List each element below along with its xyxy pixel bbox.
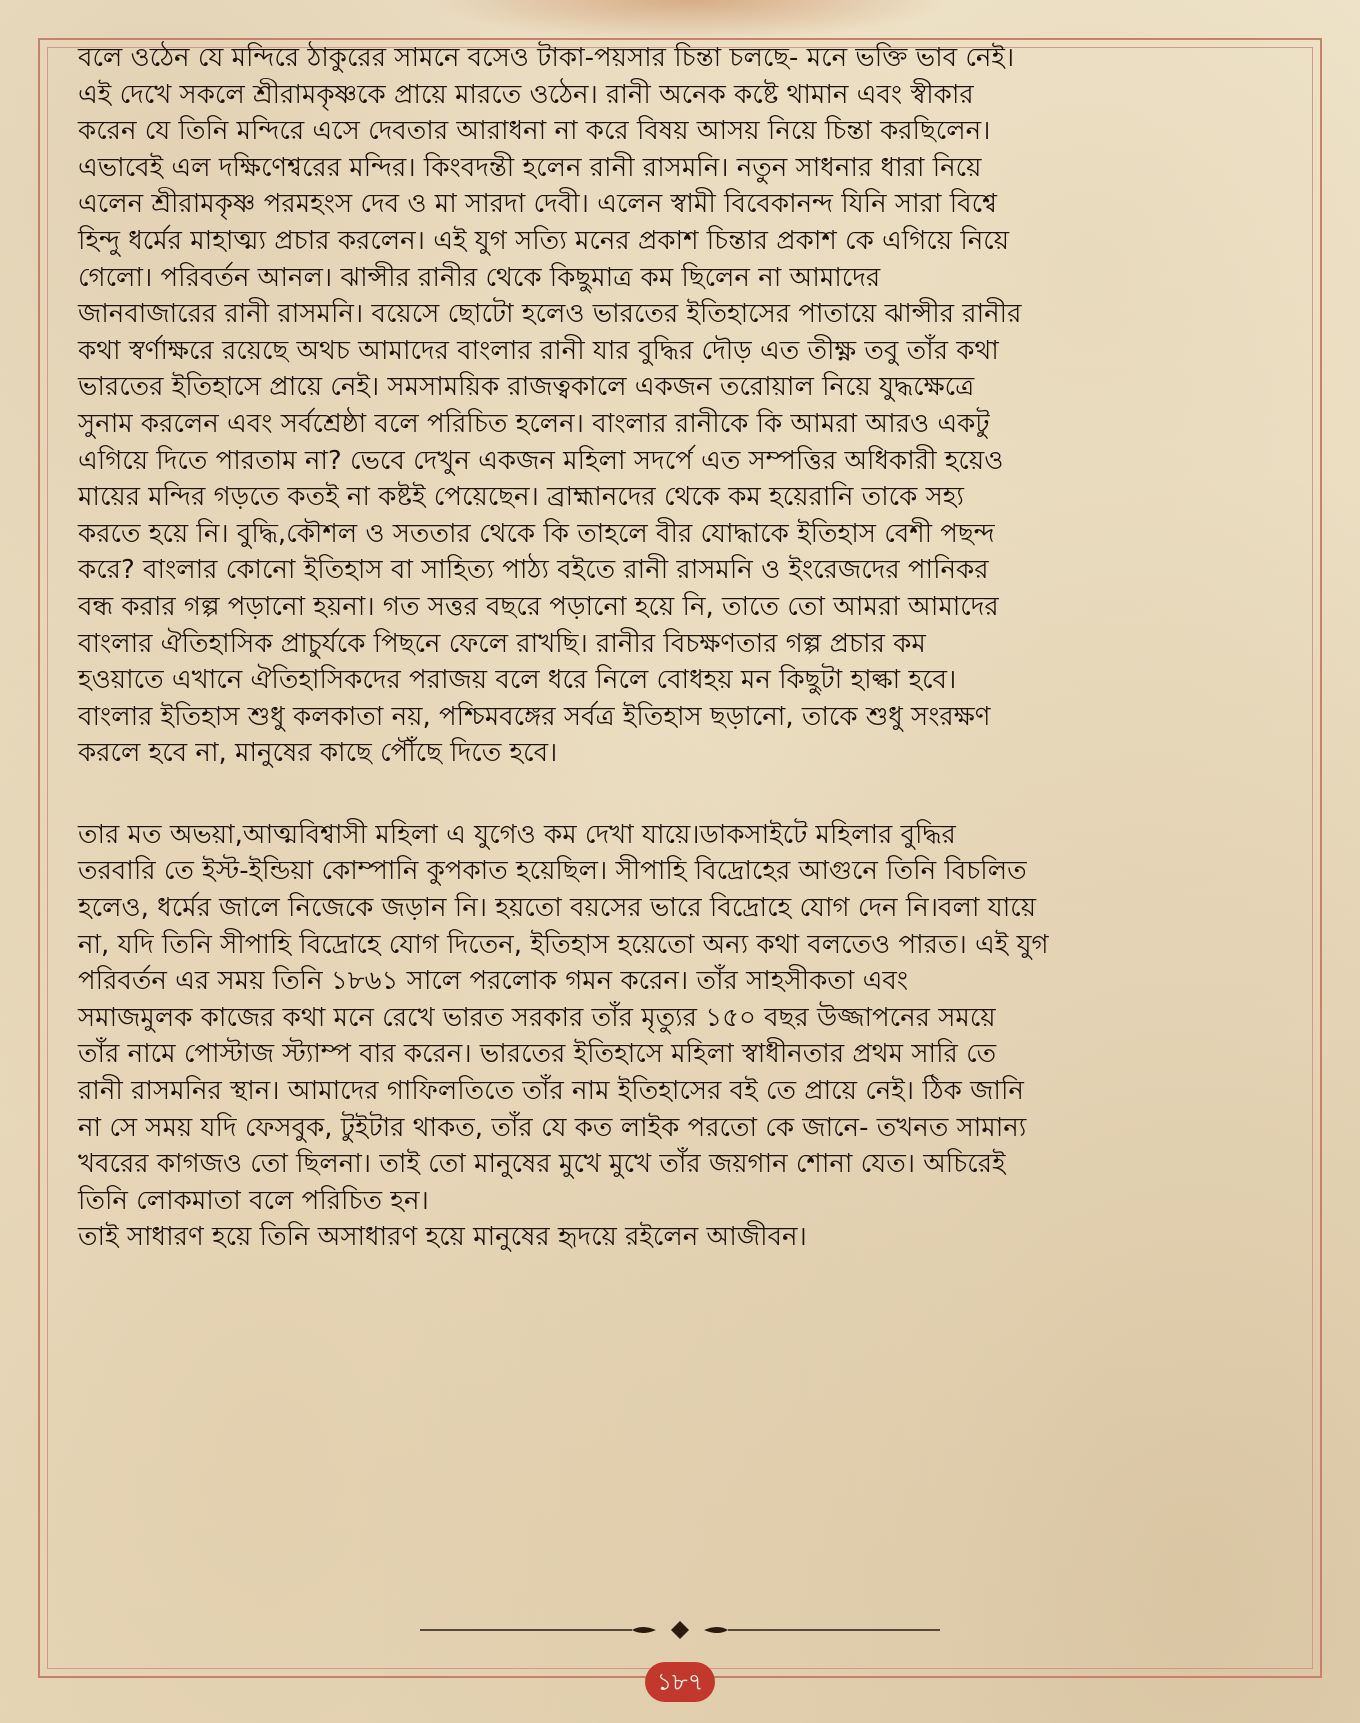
text-line: করে? বাংলার কোনো ইতিহাস বা সাহিত্য পাঠ্য বইতে রানী রাসমনি ও ইংরেজদের পানিকর (78, 555, 989, 586)
text-line: এভাবেই এল দক্ষিণেশ্বরের মন্দির। কিংবদন্তী হলেন রানী রাসমনি। নতুন সাধনার ধারা নিয়ে (78, 152, 982, 183)
text-line: বন্ধ করার গল্প পড়ানো হয়না। গত সত্তর বছরে পড়ানো হয়ে নি, তাতে তো আমরা আমাদের (78, 591, 999, 622)
paragraph-gap (78, 772, 1302, 817)
text-line: সমাজমুলক কাজের কথা মনে রেখে ভারত সরকার তাঁর মৃত্যুর ১৫০ বছর উজ্জাপনের সময়ে (78, 1002, 996, 1033)
text-line: তাই সাধারণ হয়ে তিনি অসাধারণ হয়ে মানুষের হৃদয়ে রইলেন আজীবন। (78, 1222, 807, 1253)
text-line: বলে ওঠেন যে মন্দিরে ঠাকুরের সামনে বসেও টাকা-পয়সার চিন্তা চলছে- মনে ভক্তি ভাব নেই। (78, 43, 1015, 73)
article-body (78, 40, 1302, 1256)
text-line: পরিবর্তন এর সময় তিনি ১৮৬১ সালে পরলোক গমন করেন। তাঁর সাহসীকতা এবং (78, 966, 909, 997)
text-line: মায়ের মন্দির গড়তে কতই না কষ্টই পেয়েছেন। ব্রাহ্মানদের থেকে কম হয়েরানি তাকে সহ্য (78, 482, 964, 513)
page-number: ১৮৭ (656, 1668, 704, 1696)
text-line: এগিয়ে দিতে পারতাম না? ভেবে দেখুন একজন মহিলা সদর্পে এত সম্পত্তির অধিকারী হয়েও (78, 445, 1004, 476)
text-line: তার মত অভয়া,আত্মবিশ্বাসী মহিলা এ যুগেও কম দেখা যায়ে।ডাকসাইটে মহিলার বুদ্ধির (78, 819, 956, 850)
divider-flourish-right (704, 1627, 728, 1633)
text-line: হিন্দু ধর্মের মাহাত্ম্য প্রচার করলেন। এই যুগ সত্যি মনের প্রকাশ চিন্তার প্রকাশ কে এগিয়ে নিয়ে (78, 225, 1010, 256)
text-line: সুনাম করলেন এবং সর্বশ্রেষ্ঠা বলে পরিচিত হলেন। বাংলার রানীকে কি আমরা আরও একটু (78, 408, 990, 439)
text-line: কথা স্বর্ণাক্ষরে রয়েছে অথচ আমাদের বাংলার রানী যার বুদ্ধির দৌড় এত তীক্ষ্ণ তবু তাঁর কথা (78, 335, 999, 366)
text-line: করেন যে তিনি মন্দিরে এসে দেবতার আরাধনা না করে বিষয় আসয় নিয়ে চিন্তা করছিলেন। (78, 116, 991, 147)
text-line: তাঁর নামে পোস্টাজ স্ট্যাম্প বার করেন। ভারতের ইতিহাসে মহিলা স্বাধীনতার প্রথম সারি তে (78, 1039, 997, 1070)
text-line: করলে হবে না, মানুষের কাছে পৌঁছে দিতে হবে। (78, 738, 558, 769)
page-number-badge (645, 1662, 715, 1702)
text-line: খবরের কাগজও তো ছিলনা। তাই তো মানুষের মুখে মুখে তাঁর জয়গান শোনা যেত। অচিরেই (78, 1149, 1006, 1180)
text-line: করতে হয়ে নি। বুদ্ধি,কৌশল ও সততার থেকে কি তাহলে বীর যোদ্ধাকে ইতিহাস বেশী পছন্দ (78, 518, 995, 549)
text-line: বাংলার ঐতিহাসিক প্রাচুর্যকে পিছনে ফেলে রাখছি। রানীর বিচক্ষণতার গল্প প্রচার কম (78, 628, 926, 659)
paper-stain (430, 0, 950, 40)
text-line: হলেও, ধর্মের জালে নিজেকে জড়ান নি। হয়তো বয়সের ভারে বিদ্রোহে যোগ দেন নি।বলা যায়ে (78, 893, 1037, 924)
paragraph-2 (78, 817, 1302, 1256)
text-line: জানবাজারের রানী রাসমনি। বয়েসে ছোটো হলেও ভারতের ইতিহাসের পাতায়ে ঝান্সীর রানীর (78, 299, 1022, 330)
divider-ornament (420, 1620, 940, 1640)
text-line: এই দেখে সকলে শ্রীরামকৃষ্ণকে প্রায়ে মারতে ওঠেন। রানী অনেক কষ্টে থামান এবং স্বীকার (78, 79, 974, 110)
text-line: গেলো। পরিবর্তন আনল। ঝান্সীর রানীর থেকে কিছুমাত্র কম ছিলেন না আমাদের (78, 262, 881, 293)
text-line: তরবারি তে ইস্ট-ইন্ডিয়া কোম্পানি কুপকাত হয়েছিল। সীপাহি বিদ্রোহের আগুনে তিনি বিচলিত (78, 856, 1027, 887)
text-line: না সে সময় যদি ফেসবুক, টুইটার থাকত, তাঁর যে কত লাইক পরতো কে জানে- তখনত সামান্য (78, 1112, 1027, 1143)
divider-diamond (671, 1621, 689, 1639)
text-line: বাংলার ইতিহাস শুধু কলকাতা নয়, পশ্চিমবঙ্গের সর্বত্র ইতিহাস ছড়ানো, তাকে শুধু সংরক্ষণ (78, 701, 991, 732)
text-line: এলেন শ্রীরামকৃষ্ণ পরমহংস দেব ও মা সারদা দেবী। এলেন স্বামী বিবেকানন্দ যিনি সারা বিশ্বে (78, 189, 997, 220)
text-line: ভারতের ইতিহাসে প্রায়ে নেই। সমসাময়িক রাজত্বকালে একজন তরোয়াল নিয়ে যুদ্ধক্ষেত্রে (78, 372, 975, 403)
text-line: তিনি লোকমাতা বলে পরিচিত হন। (78, 1185, 429, 1216)
paragraph-1 (78, 40, 1302, 772)
text-line: না, যদি তিনি সীপাহি বিদ্রোহে যোগ দিতেন, ইতিহাস হয়েতো অন্য কথা বলতেও পারত। এই যুগ (78, 929, 1049, 960)
text-line: হওয়াতে এখানে ঐতিহাসিকদের পরাজয় বলে ধরে নিলে বোধহয় মন কিছুটা হাল্কা হবে। (78, 665, 957, 696)
divider-flourish-left (632, 1627, 656, 1633)
text-line: রানী রাসমনির স্থান। আমাদের গাফিলতিতে তাঁর নাম ইতিহাসের বই তে প্রায়ে নেই। ঠিক জানি (78, 1076, 1024, 1107)
